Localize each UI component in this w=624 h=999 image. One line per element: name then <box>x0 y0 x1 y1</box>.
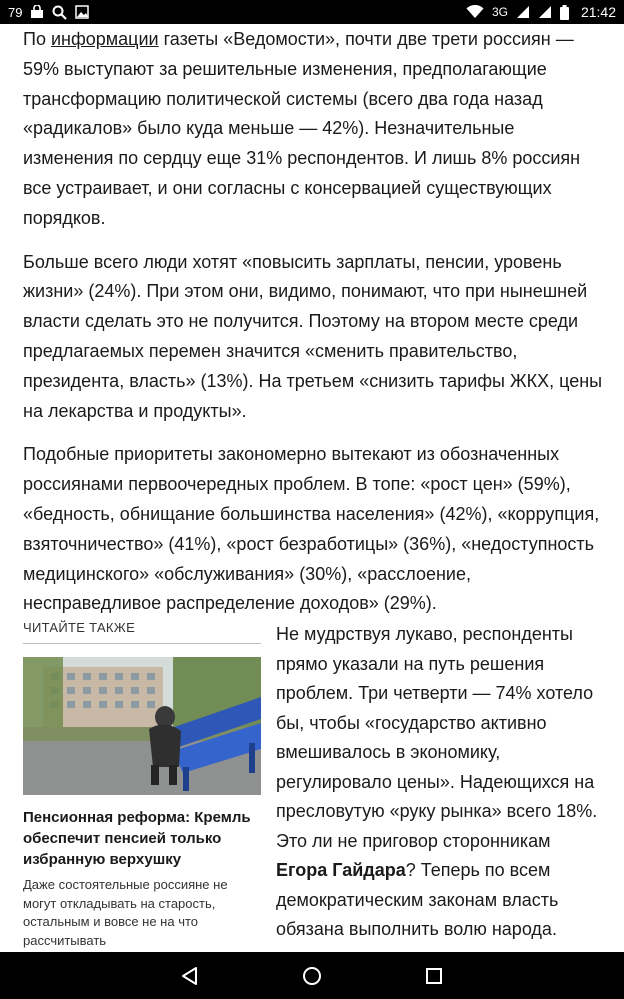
article-body <box>23 24 603 633</box>
back-button[interactable] <box>175 961 205 991</box>
read-also-description: Даже состоятельные россияне не могут откладывать на старость, остальным и вовсе не на что рассчитывать <box>23 877 228 948</box>
gaidar-link[interactable]: Егора Гайдара <box>276 860 406 880</box>
paragraph-4-text-start: Не мудрствуя лукаво, респонденты прямо указали на путь решения проблем. Три четверти — 74% хотело бы, чтобы «государство активно вмешивалось в экономику, регулировало цены». Надеющихся на пресловутую «руку рынка» всего 18%. Это ли не приговор сторонникам <box>276 624 598 851</box>
paragraph-4-text-end: ? Теперь по всем демократическим законам власть обязана выполнить волю народа. <box>276 860 559 939</box>
search-icon <box>52 5 67 20</box>
clock: 21:42 <box>580 4 616 20</box>
image-icon <box>75 5 89 19</box>
paragraph-3: Подобные приоритеты закономерно вытекают из обозначенных россиянами первоочередных проблем. В топе: «рост цен» (59%), «бедность, обнищание большинства населения» (42%), «коррупция, взяточничество» (41%), «рост безработицы» (36%), «недоступность медицинского» «обслуживания» (30%), «расслоение, несправедливое распределение доходов» (29%). <box>23 444 600 614</box>
recents-icon <box>424 966 444 986</box>
network-type: 3G <box>491 5 508 19</box>
back-icon <box>179 965 201 987</box>
bag-icon <box>30 5 44 19</box>
home-icon <box>301 965 323 987</box>
paragraph-1 <box>23 25 603 234</box>
signal-icon <box>516 5 530 19</box>
read-also-label: ЧИТАЙТЕ ТАКЖЕ <box>23 620 261 644</box>
recents-button[interactable] <box>419 961 449 991</box>
home-button[interactable] <box>297 961 327 991</box>
notification-count: 79 <box>8 4 23 20</box>
read-also-title[interactable]: Пенсионная реформа: Кремль обеспечит пенсией только избранную верхушку <box>23 809 251 868</box>
status-right <box>466 4 616 20</box>
paragraph-1-text-end: газеты «Ведомости», почти две трети россиян — 59% выступают за решительные изменения, предполагающие трансформацию политической системы (всего два года назад «радикалов» было куда меньше — 42%). Незначительные изменения по сердцу еще 31% респондентов. И лишь 8% россиян все устраивает, и они согласны с консервацией существующих порядков. <box>23 29 581 228</box>
paragraph-2: Больше всего люди хотят «повысить зарплаты, пенсии, уровень жизни» (24%). При этом они, видимо, понимают, что при нынешней власти сделать это не получится. Поэтому на втором месте среди предлагаемых перемен значится «сменить правительство, президента, власть» (13%). На третьем «снизить тарифы ЖКХ, цены на лекарства и продукты». <box>23 251 603 421</box>
read-also-image[interactable] <box>23 657 261 795</box>
paragraph-1-text-start: По <box>23 29 51 49</box>
status-bar <box>0 0 624 24</box>
read-also-block[interactable] <box>23 620 261 950</box>
paragraph-4 <box>276 620 606 945</box>
navigation-bar <box>0 952 624 999</box>
information-link[interactable]: информации <box>50 29 159 49</box>
status-left <box>8 5 89 20</box>
signal-2-icon <box>538 5 552 19</box>
wifi-icon <box>466 5 484 19</box>
battery-icon <box>560 5 569 20</box>
